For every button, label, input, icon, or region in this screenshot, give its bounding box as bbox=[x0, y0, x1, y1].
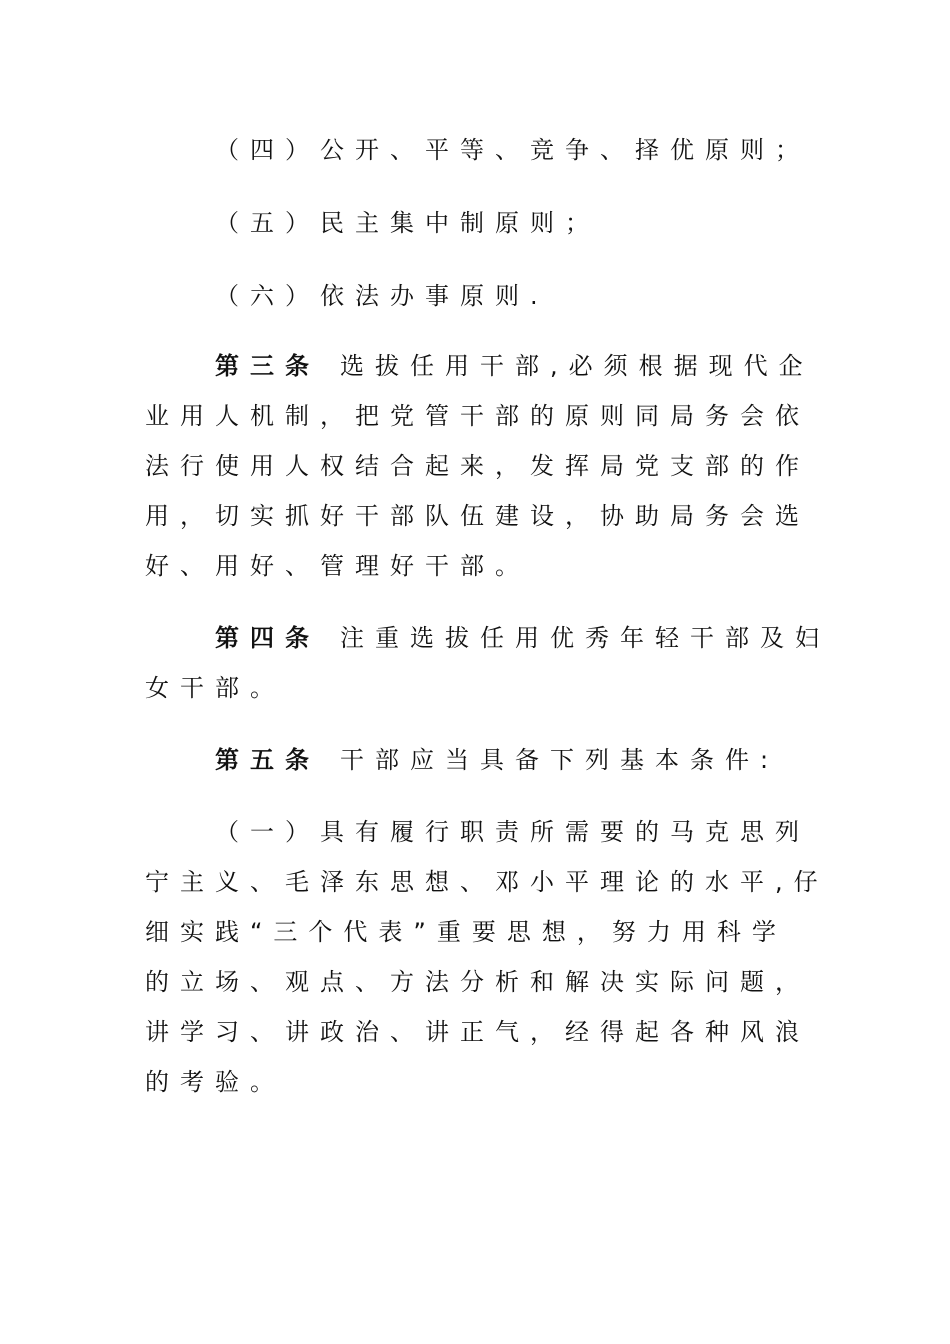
text-line: 女干部。 bbox=[145, 674, 285, 702]
text-line: 法行使用人权结合起来，发挥局党支部的作 bbox=[145, 452, 810, 480]
text-line: 讲学习、讲政治、讲正气，经得起各种风浪 bbox=[145, 1018, 810, 1046]
article-heading: 第三条 bbox=[215, 352, 320, 380]
article-heading: 第五条 bbox=[215, 746, 320, 774]
article-4-line bbox=[145, 668, 950, 708]
condition-1-line bbox=[145, 912, 950, 952]
article-3-line bbox=[145, 396, 950, 436]
article-3-line bbox=[145, 496, 950, 536]
text-line: （五）民主集中制原则； bbox=[215, 209, 600, 237]
text-line: （四）公开、平等、竞争、择优原则； bbox=[215, 136, 810, 164]
text-line: （六）依法办事原则. bbox=[215, 282, 549, 310]
text-line: 的立场、观点、方法分析和解决实际问题， bbox=[145, 968, 810, 996]
condition-1-line bbox=[145, 1012, 950, 1052]
condition-1-first-line bbox=[215, 812, 950, 852]
condition-1-line bbox=[145, 962, 950, 1002]
text-line: 细实践“三个代表”重要思想，努力用科学 bbox=[145, 918, 787, 946]
text-line: 选拔任用干部,必须根据现代企 bbox=[340, 352, 814, 380]
article-5-first-line bbox=[215, 740, 950, 780]
article-heading: 第四条 bbox=[215, 624, 320, 652]
paragraph-principle-4 bbox=[215, 130, 950, 170]
article-3-first-line bbox=[215, 346, 950, 386]
text-line: 干部应当具备下列基本条件: bbox=[340, 746, 780, 774]
text-line: 业用人机制，把党管干部的原则同局务会依 bbox=[145, 402, 810, 430]
text-line: 用，切实抓好干部队伍建设，协助局务会选 bbox=[145, 502, 810, 530]
condition-1-line bbox=[145, 862, 950, 902]
text-line: 的考验。 bbox=[145, 1068, 285, 1096]
article-4-first-line bbox=[215, 618, 950, 658]
article-3-line bbox=[145, 546, 950, 586]
text-line: 注重选拔任用优秀年轻干部及妇 bbox=[340, 624, 830, 652]
condition-1-line bbox=[145, 1062, 950, 1102]
paragraph-principle-6 bbox=[215, 276, 950, 316]
article-3-line bbox=[145, 446, 950, 486]
paragraph-principle-5 bbox=[215, 203, 950, 243]
text-line: 宁主义、毛泽东思想、邓小平理论的水平,仔 bbox=[145, 868, 829, 896]
text-line: 好、用好、管理好干部。 bbox=[145, 552, 530, 580]
text-line: （一）具有履行职责所需要的马克思列 bbox=[215, 818, 810, 846]
